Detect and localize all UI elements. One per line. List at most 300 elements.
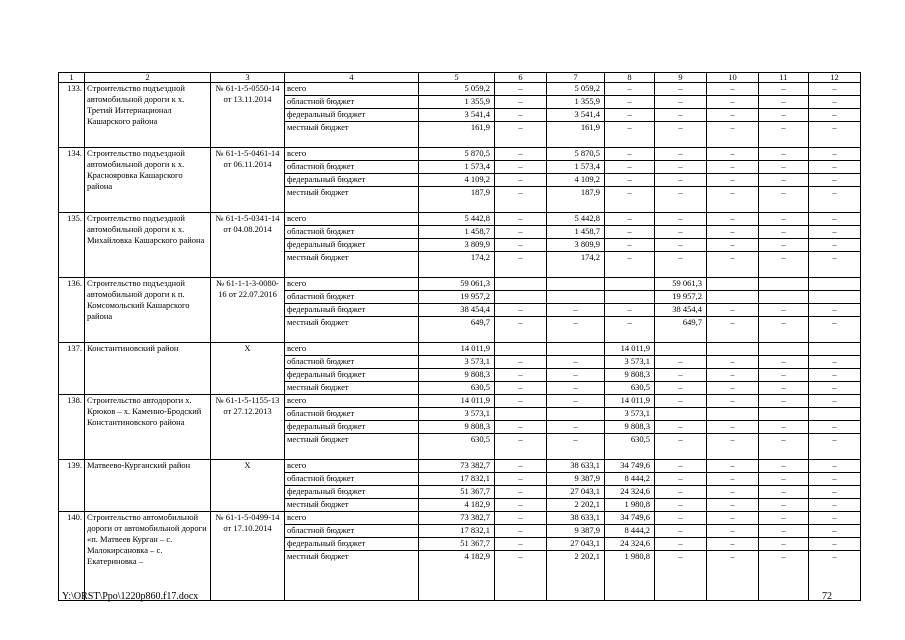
amount-cell: –: [655, 473, 707, 486]
amount-cell: –: [495, 486, 547, 499]
amount-cell: –: [707, 538, 759, 551]
amount-cell: –: [707, 174, 759, 187]
amount-cell: –: [759, 525, 809, 538]
amount-cell: –: [655, 551, 707, 601]
object-name: Строительство автомобильной дороги от автомобильной дороги «п. Матвеев Курган – с. Малокирсановка – с. Екатериновка –: [85, 512, 211, 601]
amount-cell: [547, 278, 605, 291]
amount-cell: –: [809, 148, 861, 161]
amount-cell: –: [759, 161, 809, 174]
amount-cell: 5 442,8: [547, 213, 605, 226]
amount-cell: 1 458,7: [419, 226, 495, 239]
amount-cell: –: [495, 356, 547, 369]
amount-cell: 630,5: [605, 382, 655, 395]
funding-source: местный бюджет: [285, 187, 419, 213]
amount-cell: –: [655, 486, 707, 499]
amount-cell: –: [547, 369, 605, 382]
amount-cell: –: [759, 252, 809, 278]
row-number: 134.: [59, 148, 85, 213]
amount-cell: [605, 291, 655, 304]
amount-cell: –: [495, 317, 547, 343]
amount-cell: –: [707, 395, 759, 408]
amount-cell: [495, 343, 547, 356]
table-row: [59, 148, 861, 161]
amount-cell: –: [809, 395, 861, 408]
funding-source: местный бюджет: [285, 382, 419, 395]
amount-cell: 1 980,8: [605, 551, 655, 601]
amount-cell: –: [495, 187, 547, 213]
funding-source: всего: [285, 278, 419, 291]
amount-cell: [495, 291, 547, 304]
funding-source: федеральный бюджет: [285, 109, 419, 122]
funding-source: всего: [285, 460, 419, 473]
amount-cell: –: [547, 395, 605, 408]
amount-cell: 24 324,6: [605, 538, 655, 551]
amount-cell: 630,5: [605, 434, 655, 460]
amount-cell: [809, 291, 861, 304]
amount-cell: –: [809, 512, 861, 525]
amount-cell: 9 808,3: [605, 369, 655, 382]
amount-cell: –: [759, 317, 809, 343]
funding-source: местный бюджет: [285, 317, 419, 343]
amount-cell: –: [655, 421, 707, 434]
amount-cell: –: [655, 161, 707, 174]
funding-source: федеральный бюджет: [285, 486, 419, 499]
amount-cell: 649,7: [655, 317, 707, 343]
amount-cell: –: [707, 421, 759, 434]
col-header: 10: [707, 73, 759, 83]
amount-cell: –: [759, 395, 809, 408]
amount-cell: –: [655, 122, 707, 148]
amount-cell: 34 749,6: [605, 460, 655, 473]
amount-cell: 19 957,2: [419, 291, 495, 304]
amount-cell: 1 355,9: [419, 96, 495, 109]
object-name: Константиновский район: [85, 343, 211, 395]
amount-cell: 9 808,3: [419, 369, 495, 382]
amount-cell: –: [605, 174, 655, 187]
amount-cell: –: [707, 226, 759, 239]
amount-cell: 3 573,1: [419, 408, 495, 421]
table-row: [59, 343, 861, 356]
amount-cell: –: [495, 473, 547, 486]
amount-cell: [759, 291, 809, 304]
budget-table: [58, 72, 861, 601]
amount-cell: 73 382,7: [419, 512, 495, 525]
amount-cell: [495, 408, 547, 421]
document-ref: № 61-1-5-0341-14 от 04.08.2014: [211, 213, 285, 278]
funding-source: областной бюджет: [285, 161, 419, 174]
amount-cell: –: [707, 161, 759, 174]
amount-cell: [707, 408, 759, 421]
amount-cell: 14 011,9: [605, 395, 655, 408]
amount-cell: –: [547, 421, 605, 434]
amount-cell: [495, 278, 547, 291]
amount-cell: 24 324,6: [605, 486, 655, 499]
amount-cell: [547, 343, 605, 356]
amount-cell: –: [759, 369, 809, 382]
amount-cell: –: [495, 304, 547, 317]
amount-cell: [759, 408, 809, 421]
table-row: [59, 512, 861, 525]
amount-cell: –: [605, 83, 655, 96]
amount-cell: –: [809, 369, 861, 382]
amount-cell: –: [495, 122, 547, 148]
document-path: Y:\ORST\Ppo\1220p860.f17.docx: [62, 591, 199, 602]
amount-cell: –: [809, 486, 861, 499]
amount-cell: –: [605, 317, 655, 343]
amount-cell: –: [809, 187, 861, 213]
amount-cell: 161,9: [419, 122, 495, 148]
amount-cell: –: [547, 382, 605, 395]
amount-cell: –: [707, 304, 759, 317]
amount-cell: –: [759, 148, 809, 161]
amount-cell: –: [707, 96, 759, 109]
amount-cell: –: [495, 421, 547, 434]
amount-cell: –: [707, 434, 759, 460]
amount-cell: –: [495, 239, 547, 252]
amount-cell: –: [655, 395, 707, 408]
amount-cell: 17 832,1: [419, 525, 495, 538]
amount-cell: 1 980,8: [605, 499, 655, 512]
funding-source: всего: [285, 83, 419, 96]
amount-cell: –: [655, 538, 707, 551]
amount-cell: –: [605, 226, 655, 239]
funding-source: федеральный бюджет: [285, 239, 419, 252]
funding-source: местный бюджет: [285, 122, 419, 148]
amount-cell: –: [707, 317, 759, 343]
col-header: 8: [605, 73, 655, 83]
amount-cell: –: [759, 239, 809, 252]
amount-cell: –: [655, 109, 707, 122]
table-row: [59, 278, 861, 291]
amount-cell: 630,5: [419, 382, 495, 395]
amount-cell: [759, 278, 809, 291]
amount-cell: –: [655, 252, 707, 278]
amount-cell: 38 633,1: [547, 460, 605, 473]
amount-cell: [707, 278, 759, 291]
amount-cell: 5 442,8: [419, 213, 495, 226]
amount-cell: 9 808,3: [605, 421, 655, 434]
amount-cell: 2 202,1: [547, 499, 605, 512]
funding-source: областной бюджет: [285, 525, 419, 538]
amount-cell: –: [605, 213, 655, 226]
amount-cell: –: [707, 473, 759, 486]
amount-cell: –: [809, 252, 861, 278]
amount-cell: 8 444,2: [605, 525, 655, 538]
amount-cell: –: [655, 499, 707, 512]
amount-cell: –: [759, 512, 809, 525]
amount-cell: –: [655, 512, 707, 525]
amount-cell: 4 182,9: [419, 551, 495, 601]
amount-cell: –: [809, 317, 861, 343]
amount-cell: –: [759, 434, 809, 460]
amount-cell: –: [809, 174, 861, 187]
amount-cell: –: [759, 213, 809, 226]
document-ref: № 61-1-5-0499-14 от 17.10.2014: [211, 512, 285, 601]
amount-cell: –: [655, 226, 707, 239]
amount-cell: 38 454,4: [419, 304, 495, 317]
amount-cell: 51 367,7: [419, 486, 495, 499]
document-ref: № 61-1-5-0461-14 от 06.11.2014: [211, 148, 285, 213]
amount-cell: –: [759, 538, 809, 551]
amount-cell: 38 633,1: [547, 512, 605, 525]
amount-cell: 34 749,6: [605, 512, 655, 525]
amount-cell: 1 355,9: [547, 96, 605, 109]
funding-source: областной бюджет: [285, 96, 419, 109]
amount-cell: 187,9: [547, 187, 605, 213]
amount-cell: –: [547, 434, 605, 460]
amount-cell: –: [605, 96, 655, 109]
funding-source: местный бюджет: [285, 434, 419, 460]
amount-cell: –: [759, 174, 809, 187]
amount-cell: 27 043,1: [547, 486, 605, 499]
funding-source: областной бюджет: [285, 473, 419, 486]
amount-cell: 14 011,9: [419, 395, 495, 408]
amount-cell: 4 182,9: [419, 499, 495, 512]
amount-cell: –: [605, 187, 655, 213]
amount-cell: –: [759, 460, 809, 473]
amount-cell: 51 367,7: [419, 538, 495, 551]
amount-cell: [547, 291, 605, 304]
amount-cell: 4 109,2: [419, 174, 495, 187]
col-header: 7: [547, 73, 605, 83]
funding-source: областной бюджет: [285, 226, 419, 239]
document-ref: № 61-1-1-3-0080-16 от 22.07.2016: [211, 278, 285, 343]
amount-cell: –: [495, 148, 547, 161]
table-row: [59, 460, 861, 473]
amount-cell: –: [605, 122, 655, 148]
header-row: [59, 73, 861, 83]
amount-cell: 649,7: [419, 317, 495, 343]
amount-cell: –: [655, 187, 707, 213]
amount-cell: –: [809, 551, 861, 601]
funding-source: всего: [285, 343, 419, 356]
amount-cell: 3 541,4: [547, 109, 605, 122]
amount-cell: 1 458,7: [547, 226, 605, 239]
amount-cell: –: [547, 304, 605, 317]
amount-cell: –: [655, 460, 707, 473]
amount-cell: [655, 408, 707, 421]
amount-cell: –: [495, 538, 547, 551]
amount-cell: –: [495, 161, 547, 174]
amount-cell: [809, 408, 861, 421]
amount-cell: –: [707, 512, 759, 525]
amount-cell: –: [809, 226, 861, 239]
amount-cell: 5 059,2: [547, 83, 605, 96]
amount-cell: 5 059,2: [419, 83, 495, 96]
amount-cell: –: [495, 174, 547, 187]
amount-cell: –: [655, 525, 707, 538]
amount-cell: –: [707, 356, 759, 369]
amount-cell: –: [495, 96, 547, 109]
amount-cell: –: [707, 525, 759, 538]
amount-cell: –: [809, 304, 861, 317]
funding-source: федеральный бюджет: [285, 421, 419, 434]
amount-cell: –: [809, 499, 861, 512]
amount-cell: –: [809, 109, 861, 122]
amount-cell: [759, 343, 809, 356]
amount-cell: –: [495, 434, 547, 460]
amount-cell: 1 573,4: [419, 161, 495, 174]
amount-cell: –: [495, 226, 547, 239]
amount-cell: 9 387,9: [547, 525, 605, 538]
amount-cell: 3 573,1: [419, 356, 495, 369]
table-row: [59, 395, 861, 408]
amount-cell: 5 870,5: [419, 148, 495, 161]
amount-cell: –: [809, 83, 861, 96]
amount-cell: –: [809, 382, 861, 395]
document-ref: № 61-1-5-1155-13 от 27.12.2013: [211, 395, 285, 460]
amount-cell: –: [759, 122, 809, 148]
amount-cell: 174,2: [419, 252, 495, 278]
funding-source: федеральный бюджет: [285, 304, 419, 317]
amount-cell: –: [759, 83, 809, 96]
amount-cell: –: [809, 460, 861, 473]
amount-cell: –: [759, 499, 809, 512]
row-number: 139.: [59, 460, 85, 512]
amount-cell: 630,5: [419, 434, 495, 460]
amount-cell: –: [495, 109, 547, 122]
amount-cell: –: [759, 96, 809, 109]
amount-cell: 2 202,1: [547, 551, 605, 601]
amount-cell: 19 957,2: [655, 291, 707, 304]
col-header: 6: [495, 73, 547, 83]
amount-cell: –: [809, 434, 861, 460]
amount-cell: –: [495, 512, 547, 525]
amount-cell: 14 011,9: [605, 343, 655, 356]
amount-cell: 174,2: [547, 252, 605, 278]
amount-cell: [809, 278, 861, 291]
amount-cell: –: [495, 83, 547, 96]
col-header: 9: [655, 73, 707, 83]
amount-cell: 3 809,9: [547, 239, 605, 252]
amount-cell: –: [707, 382, 759, 395]
amount-cell: –: [605, 148, 655, 161]
amount-cell: –: [759, 486, 809, 499]
amount-cell: –: [495, 395, 547, 408]
object-name: Строительство подъездной автомобильной дороги к х. Третий Интернационал Кашарского района: [85, 83, 211, 148]
amount-cell: 9 387,9: [547, 473, 605, 486]
col-header: 5: [419, 73, 495, 83]
amount-cell: 4 109,2: [547, 174, 605, 187]
document-ref: Х: [211, 460, 285, 512]
amount-cell: –: [655, 213, 707, 226]
amount-cell: –: [809, 356, 861, 369]
amount-cell: 14 011,9: [419, 343, 495, 356]
amount-cell: –: [809, 161, 861, 174]
amount-cell: –: [495, 499, 547, 512]
object-name: Строительство подъездной автомобильной дороги к х. Михайловка Кашарского района: [85, 213, 211, 278]
row-number: 136.: [59, 278, 85, 343]
funding-source: федеральный бюджет: [285, 174, 419, 187]
amount-cell: –: [547, 356, 605, 369]
amount-cell: –: [759, 226, 809, 239]
amount-cell: 3 573,1: [605, 356, 655, 369]
funding-source: местный бюджет: [285, 252, 419, 278]
table-body: [59, 73, 861, 601]
amount-cell: –: [655, 382, 707, 395]
table-row: [59, 213, 861, 226]
amount-cell: –: [655, 434, 707, 460]
object-name: Строительство подъездной автомобильной дороги к х. Краснояровка Кашарского района: [85, 148, 211, 213]
amount-cell: –: [707, 122, 759, 148]
object-name: Строительство автодороги х. Крюков – х. Каменно-Бродский Константиновского района: [85, 395, 211, 460]
page-number: 72: [822, 591, 832, 602]
funding-source: всего: [285, 148, 419, 161]
amount-cell: 5 870,5: [547, 148, 605, 161]
amount-cell: 59 061,3: [419, 278, 495, 291]
amount-cell: –: [605, 304, 655, 317]
row-number: 140.: [59, 512, 85, 601]
amount-cell: –: [759, 187, 809, 213]
amount-cell: –: [707, 460, 759, 473]
amount-cell: –: [707, 551, 759, 601]
amount-cell: [707, 343, 759, 356]
amount-cell: –: [707, 213, 759, 226]
amount-cell: –: [495, 460, 547, 473]
funding-source: всего: [285, 512, 419, 525]
amount-cell: –: [759, 304, 809, 317]
amount-cell: –: [495, 382, 547, 395]
amount-cell: –: [605, 252, 655, 278]
amount-cell: –: [655, 369, 707, 382]
amount-cell: 3 573,1: [605, 408, 655, 421]
object-name: Строительство подъездной автомобильной дороги к п. Комсомольский Кашарского района: [85, 278, 211, 343]
amount-cell: –: [759, 382, 809, 395]
amount-cell: –: [495, 369, 547, 382]
row-number: 133.: [59, 83, 85, 148]
amount-cell: –: [759, 109, 809, 122]
amount-cell: –: [809, 525, 861, 538]
col-header: 2: [85, 73, 211, 83]
col-header: 4: [285, 73, 419, 83]
amount-cell: 3 541,4: [419, 109, 495, 122]
funding-source: областной бюджет: [285, 408, 419, 421]
amount-cell: –: [707, 239, 759, 252]
table-row: [59, 83, 861, 96]
document-ref: Х: [211, 343, 285, 395]
amount-cell: –: [495, 213, 547, 226]
amount-cell: [809, 343, 861, 356]
amount-cell: –: [547, 317, 605, 343]
amount-cell: –: [707, 369, 759, 382]
amount-cell: –: [495, 252, 547, 278]
amount-cell: –: [707, 187, 759, 213]
amount-cell: –: [707, 486, 759, 499]
amount-cell: –: [809, 96, 861, 109]
amount-cell: –: [707, 109, 759, 122]
col-header: 1: [59, 73, 85, 83]
amount-cell: –: [707, 252, 759, 278]
amount-cell: 59 061,3: [655, 278, 707, 291]
amount-cell: –: [655, 83, 707, 96]
amount-cell: –: [809, 538, 861, 551]
funding-source: местный бюджет: [285, 551, 419, 601]
row-number: 137.: [59, 343, 85, 395]
col-header: 3: [211, 73, 285, 83]
amount-cell: [707, 291, 759, 304]
amount-cell: –: [655, 96, 707, 109]
col-header: 12: [809, 73, 861, 83]
amount-cell: 1 573,4: [547, 161, 605, 174]
amount-cell: 27 043,1: [547, 538, 605, 551]
amount-cell: 161,9: [547, 122, 605, 148]
amount-cell: –: [605, 109, 655, 122]
amount-cell: 3 809,9: [419, 239, 495, 252]
amount-cell: 9 808,3: [419, 421, 495, 434]
funding-source: областной бюджет: [285, 356, 419, 369]
row-number: 135.: [59, 213, 85, 278]
row-number: 138.: [59, 395, 85, 460]
